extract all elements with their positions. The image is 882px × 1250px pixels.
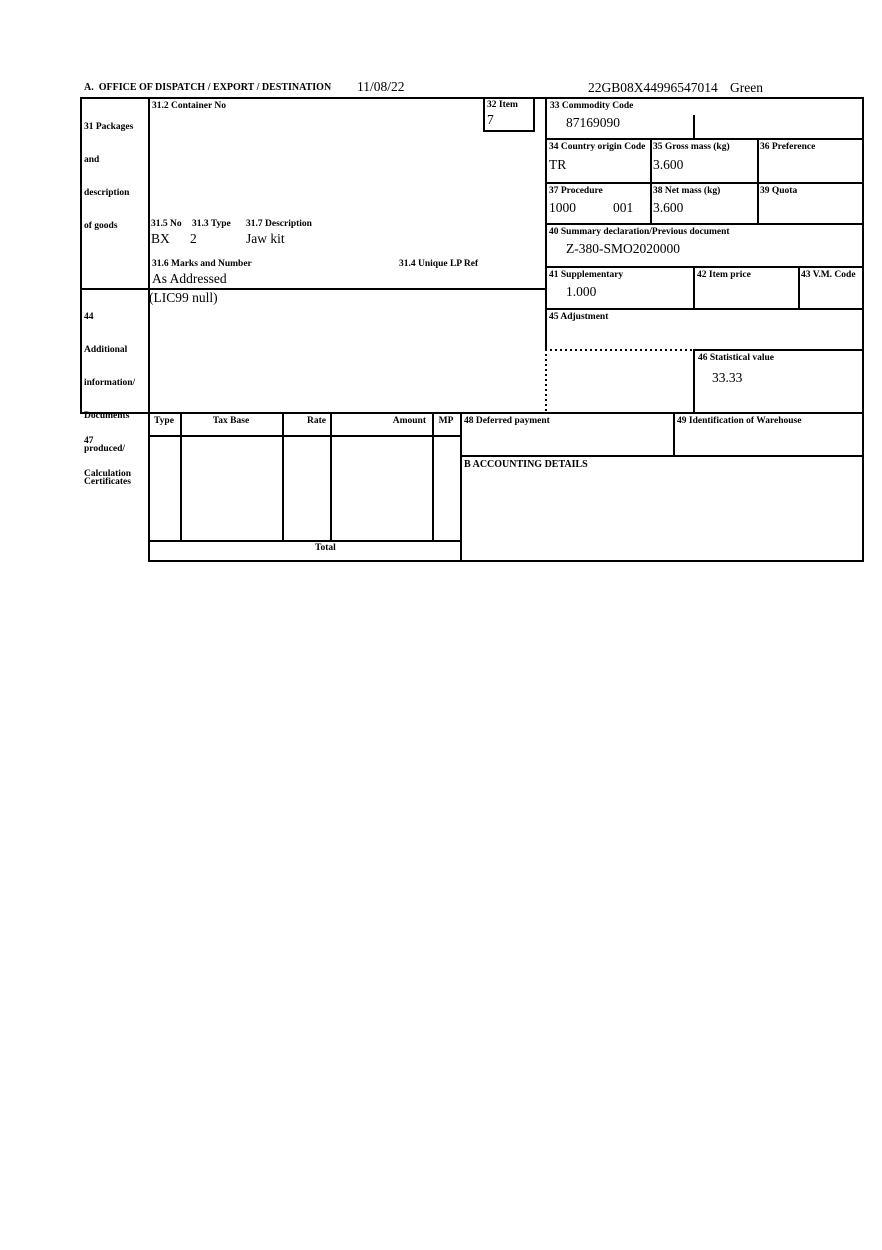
- gross-mass-label: 35 Gross mass (kg): [653, 142, 730, 152]
- preference-label: 36 Preference: [760, 142, 816, 152]
- calc-column-type: Type: [154, 416, 174, 426]
- calc-col2-divider: [282, 412, 284, 542]
- movement-reference-number: 22GB08X44996547014: [588, 80, 718, 95]
- box34-35-divider: [650, 138, 652, 225]
- calc-total-label: Total: [315, 543, 336, 553]
- commodity-code-label: 33 Commodity Code: [550, 101, 634, 111]
- warehouse-id-label: 49 Identification of Warehouse: [677, 416, 802, 426]
- box46-dotted-top-border: [545, 349, 693, 351]
- packages-no-value: BX: [151, 231, 170, 246]
- quota-label: 39 Quota: [760, 186, 798, 196]
- box44-label: 44 Additional information/ Documents produced/ Certificates: [84, 312, 136, 487]
- form-bottom-border: [148, 560, 864, 562]
- calc-right-border: [460, 412, 462, 562]
- commodity-code-divider: [693, 115, 695, 140]
- adjustment-label: 45 Adjustment: [549, 312, 609, 322]
- procedure-value: 1000: [549, 200, 576, 215]
- additional-information-value: (LIC99 null): [149, 290, 218, 305]
- item-number-label: 32 Item: [487, 100, 518, 110]
- box46-left-border: [693, 349, 695, 414]
- box48-49-divider: [673, 412, 675, 457]
- box42-43-divider: [798, 266, 800, 310]
- net-mass-value: 3.600: [653, 200, 684, 215]
- goods-description-label: 31.7 Description: [246, 219, 312, 229]
- calc-column-mp: MP: [438, 416, 454, 426]
- right-column-dotted-divider: [545, 349, 547, 412]
- box40-bottom-border: [545, 266, 864, 268]
- statistical-value-label: 46 Statistical value: [698, 353, 774, 363]
- calc-header-bottom-border: [148, 435, 462, 437]
- routing-status: Green: [730, 80, 763, 95]
- label-column-divider: [148, 97, 150, 562]
- marks-and-number-label: 31.6 Marks and Number: [152, 259, 252, 269]
- box47-label: 47 Calculation: [84, 436, 131, 479]
- net-mass-label: 38 Net mass (kg): [653, 186, 721, 196]
- country-origin-label: 34 Country origin Code: [549, 142, 646, 152]
- calc-column-tax-base: Tax Base: [212, 416, 250, 426]
- box31-label: 31 Packages and description of goods: [84, 122, 134, 231]
- packages-type-label: 31.3 Type: [192, 219, 231, 229]
- office-of-dispatch-label: A. OFFICE OF DISPATCH / EXPORT / DESTINATION: [84, 82, 332, 93]
- supplementary-units-label: 41 Supplementary: [549, 270, 624, 280]
- container-no-label: 31.2 Container No: [152, 101, 226, 111]
- calc-column-rate: Rate: [307, 416, 326, 426]
- marks-and-number-value: As Addressed: [152, 271, 227, 286]
- goods-description-value: Jaw kit: [246, 231, 285, 246]
- form-right-border: [862, 97, 864, 562]
- commodity-code-value: 87169090: [566, 115, 620, 130]
- unique-lp-ref-label: 31.4 Unique LP Ref: [399, 259, 479, 269]
- gross-mass-value: 3.600: [653, 157, 684, 172]
- row34-bottom-border: [545, 182, 864, 184]
- right-column-divider: [545, 97, 547, 351]
- deferred-payment-label: 48 Deferred payment: [464, 416, 550, 426]
- calc-column-amount: Amount: [392, 416, 426, 426]
- procedure-additional-value: 001: [613, 200, 634, 215]
- country-origin-value: TR: [549, 157, 567, 172]
- item-price-label: 42 Item price: [697, 270, 751, 280]
- form-top-border: [80, 97, 864, 99]
- row37-bottom-border: [545, 223, 864, 225]
- accounting-details-label: B ACCOUNTING DETAILS: [464, 459, 588, 470]
- form-left-border: [80, 97, 82, 414]
- calc-col3-divider: [330, 412, 332, 542]
- row41-bottom-border: [545, 308, 864, 310]
- packages-type-value: 2: [190, 231, 197, 246]
- box48-bottom-border: [460, 455, 864, 457]
- box41-42-divider: [693, 266, 695, 310]
- calc-col1-divider: [180, 412, 182, 542]
- box35-36-divider: [757, 138, 759, 225]
- packages-no-label: 31.5 No: [151, 219, 182, 229]
- acceptance-date: 11/08/22: [357, 79, 405, 94]
- previous-document-label: 40 Summary declaration/Previous document: [549, 227, 730, 237]
- vm-code-label: 43 V.M. Code: [801, 270, 856, 280]
- procedure-label: 37 Procedure: [549, 186, 603, 196]
- supplementary-units-value: 1.000: [566, 284, 597, 299]
- row47-top-border: [80, 412, 864, 414]
- item-number-value: 7: [487, 112, 494, 127]
- calc-body-bottom-border: [148, 540, 462, 542]
- calc-col4-divider: [432, 412, 434, 542]
- box33-bottom-border: [545, 138, 864, 140]
- previous-document-value: Z-380-SMO2020000: [566, 241, 680, 256]
- statistical-value: 33.33: [712, 370, 743, 385]
- box46-top-border: [693, 349, 864, 351]
